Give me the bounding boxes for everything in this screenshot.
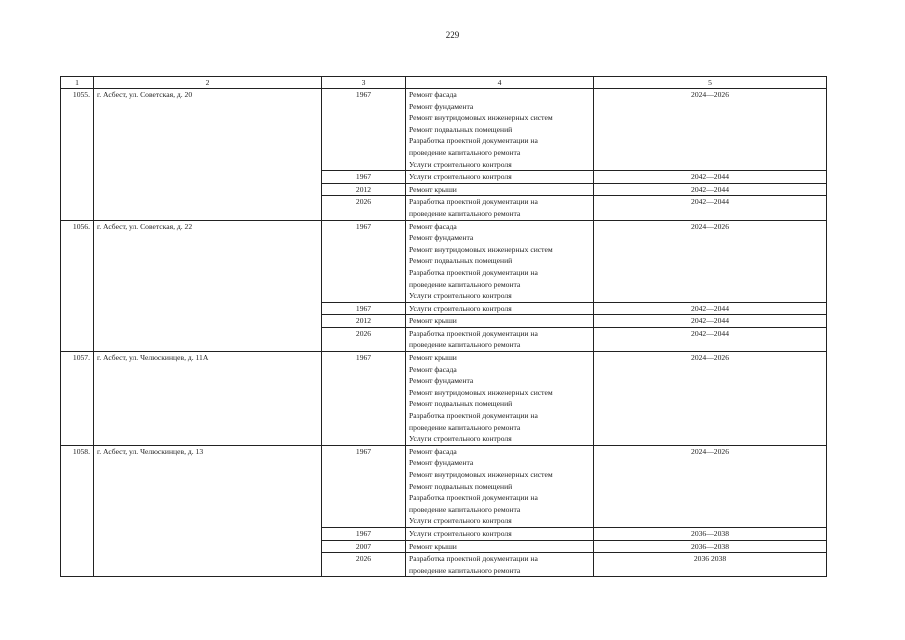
work-item: Услуги строительного контроля [409, 303, 512, 313]
work-item: Ремонт фундамента [409, 458, 474, 468]
building-address: г. Асбест, ул. Челюскинцев, д. 11А [94, 352, 322, 446]
period-cell: 2024—2026 [594, 352, 827, 446]
work-item: Разработка проектной документации на [409, 328, 538, 338]
works-cell [406, 553, 594, 577]
work-item: Ремонт фасада [409, 90, 457, 99]
column-number-header: 1 [61, 77, 94, 89]
work-item: проведение капитального ремонта [409, 422, 521, 432]
work-item: Услуги строительного контроля [409, 528, 512, 538]
year-cell: 2026 [322, 327, 406, 351]
entry-number: 1056. [61, 220, 94, 352]
period-cell: 2024—2026 [594, 220, 827, 302]
works-cell [406, 171, 594, 184]
period-cell: 2024—2026 [594, 89, 827, 171]
work-item: Ремонт фасада [409, 221, 457, 231]
work-item: Разработка проектной документации на [409, 197, 538, 207]
year-cell: 2012 [322, 183, 406, 196]
column-number-header: 4 [406, 77, 594, 89]
year-cell: 1967 [322, 527, 406, 540]
building-address: г. Асбест, ул. Советская, д. 22 [94, 220, 322, 352]
work-item: проведение капитального ремонта [409, 340, 521, 350]
work-item: Ремонт внутридомовых инженерных систем [409, 244, 553, 254]
work-item: Ремонт крыши [409, 316, 457, 326]
works-cell [406, 196, 594, 220]
works-cell [406, 327, 594, 351]
year-cell: 1967 [322, 89, 406, 171]
work-item: Ремонт внутридомовых инженерных систем [409, 470, 553, 479]
work-item: Ремонт подвальных помещений [409, 124, 513, 134]
work-item: Ремонт крыши [409, 541, 457, 551]
work-item: Ремонт внутридомовых инженерных систем [409, 387, 553, 397]
period-cell: 2036—2038 [594, 540, 827, 553]
table-row [61, 220, 827, 302]
column-number-header: 5 [594, 77, 827, 89]
page-number: 229 [445, 30, 460, 40]
work-item: Ремонт фасада [409, 446, 457, 456]
year-cell: 2007 [322, 540, 406, 553]
work-item: Услуги строительного контроля [409, 434, 512, 444]
column-number-header: 3 [322, 77, 406, 89]
works-cell [406, 302, 594, 315]
column-number-header: 2 [94, 77, 322, 89]
column-number-row [61, 77, 827, 89]
works-cell [406, 315, 594, 328]
works-cell [406, 183, 594, 196]
work-item: Разработка проектной документации на [409, 411, 538, 421]
year-cell: 2012 [322, 315, 406, 328]
year-cell: 1967 [322, 445, 406, 527]
work-item: Услуги строительного контроля [409, 291, 512, 301]
entry-number: 1055. [61, 89, 94, 221]
period-cell: 2024—2026 [594, 445, 827, 527]
period-cell: 2042—2044 [594, 171, 827, 184]
work-item: Услуги строительного контроля [409, 159, 512, 169]
building-address: г. Асбест, ул. Советская, д. 20 [94, 89, 322, 221]
table-row [61, 89, 827, 171]
year-cell: 1967 [322, 352, 406, 446]
works-cell [406, 445, 594, 527]
work-item: Ремонт крыши [409, 184, 457, 194]
work-item: Ремонт подвальных помещений [409, 399, 513, 409]
building-address: г. Асбест, ул. Челюскинцев, д. 13 [94, 445, 322, 577]
period-cell: 2042—2044 [594, 302, 827, 315]
year-cell: 1967 [322, 220, 406, 302]
work-item: проведение капитального ремонта [409, 208, 521, 218]
work-item: Ремонт фундамента [409, 101, 474, 111]
capital-repair-table [60, 76, 827, 577]
year-cell: 2026 [322, 553, 406, 577]
work-item: Услуги строительного контроля [409, 516, 512, 526]
entry-number: 1058. [61, 445, 94, 577]
work-item: Разработка проектной документации на [409, 267, 538, 277]
period-cell: 2042—2044 [594, 315, 827, 328]
period-cell: 2042—2044 [594, 327, 827, 351]
works-cell [406, 89, 594, 171]
work-item: Разработка проектной документации на [409, 554, 538, 564]
work-item: Ремонт фундамента [409, 233, 474, 243]
work-item: Ремонт фасада [409, 364, 457, 374]
period-cell: 2036—2038 [594, 527, 827, 540]
work-item: Разработка проектной документации на [409, 493, 538, 503]
table-row [61, 445, 827, 527]
period-cell: 2036 2038 [594, 553, 827, 577]
works-cell [406, 527, 594, 540]
table-row [61, 352, 827, 446]
period-cell: 2042—2044 [594, 183, 827, 196]
works-cell [406, 540, 594, 553]
works-cell [406, 352, 594, 446]
work-item: проведение капитального ремонта [409, 279, 521, 289]
entry-number: 1057. [61, 352, 94, 446]
work-item: Ремонт крыши [409, 353, 457, 363]
work-item: Ремонт подвальных помещений [409, 481, 513, 491]
table-body [61, 89, 827, 577]
period-cell: 2042—2044 [594, 196, 827, 220]
work-item: Ремонт подвальных помещений [409, 256, 513, 266]
year-cell: 2026 [322, 196, 406, 220]
work-item: проведение капитального ремонта [409, 504, 521, 514]
work-item: Услуги строительного контроля [409, 172, 512, 182]
work-item: Ремонт внутридомовых инженерных систем [409, 113, 553, 123]
works-cell [406, 220, 594, 302]
year-cell: 1967 [322, 302, 406, 315]
work-item: Ремонт фундамента [409, 376, 474, 386]
work-item: проведение капитального ремонта [409, 147, 521, 157]
work-item: проведение капитального ремонта [409, 565, 521, 575]
year-cell: 1967 [322, 171, 406, 184]
work-item: Разработка проектной документации на [409, 136, 538, 146]
